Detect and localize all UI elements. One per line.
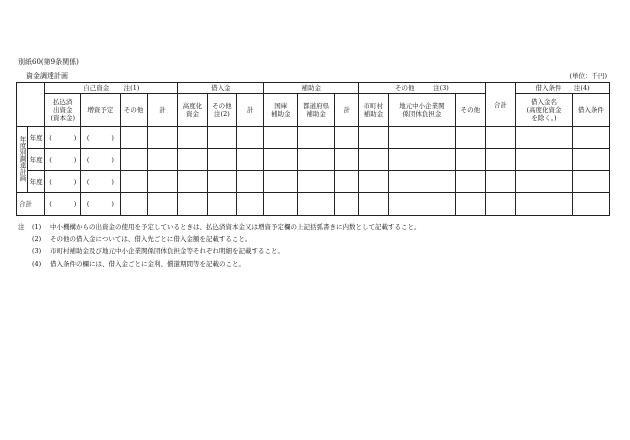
cell <box>456 193 485 216</box>
cell <box>388 127 456 149</box>
cell <box>237 171 264 193</box>
note-item: 注 (1) 中小機構からの出資金の使用を予定しているときは、払込済資本金又は増資予定欄の上記括弧書きに内数として記載すること。 <box>18 223 421 231</box>
header-sum3: 計 <box>335 94 359 127</box>
header-increase: 増資予定 <box>81 94 120 127</box>
cell <box>516 127 573 149</box>
increase-cell: ( ) <box>81 193 120 216</box>
header-loan-terms: 借入条件 注(4) <box>516 83 610 94</box>
cell <box>207 127 236 149</box>
note-item: (2) その他の借入金については、借入先ごとに借入金額を記載すること。 <box>32 235 252 244</box>
cell <box>207 171 236 193</box>
paid-in-cell: ( ) <box>45 193 81 216</box>
cell <box>485 127 516 149</box>
increase-cell: ( ) <box>81 171 120 193</box>
cell <box>120 171 147 193</box>
note-item: (3) 市町村補助金及び地元中小企業関係団体負担金等それぞれ明細を記載すること。 <box>32 247 284 256</box>
cell <box>120 149 147 171</box>
year-label: 年度 <box>27 127 44 149</box>
cell <box>516 171 573 193</box>
note-item: (4) 借入条件の欄には、借入金ごとに金利、償還期間等を記載のこと。 <box>32 259 245 268</box>
cell <box>298 149 335 171</box>
cell <box>485 149 516 171</box>
cell <box>572 193 609 216</box>
header-local-groups: 地元中小企業関 係団体負担金 <box>388 94 456 127</box>
cell <box>335 127 359 149</box>
header-own-funds: 自己資金 注(1) <box>45 83 178 94</box>
cell <box>178 193 207 216</box>
cell <box>207 149 236 171</box>
cell <box>298 127 335 149</box>
cell <box>264 127 298 149</box>
cell <box>388 149 456 171</box>
cell <box>485 193 516 216</box>
header-loan-cond: 借入条件 <box>572 94 609 127</box>
cell <box>264 193 298 216</box>
cell <box>147 149 178 171</box>
header-sum2: 計 <box>237 94 264 127</box>
increase-cell: ( ) <box>81 149 120 171</box>
cell <box>335 171 359 193</box>
cell <box>485 171 516 193</box>
cell <box>237 193 264 216</box>
cell <box>237 149 264 171</box>
cell <box>147 171 178 193</box>
cell <box>237 127 264 149</box>
cell <box>207 193 236 216</box>
corner-cell <box>17 83 45 127</box>
header-total: 合計 <box>485 83 516 127</box>
header-advanced: 高度化 資金 <box>178 94 207 127</box>
header-other3: その他 <box>456 94 485 127</box>
side-year-plan: 年度別調達計画 <box>17 127 28 193</box>
paid-in-cell: ( ) <box>45 149 81 171</box>
total-row-label: 合計 <box>17 193 45 216</box>
cell <box>178 171 207 193</box>
cell <box>456 127 485 149</box>
paid-in-cell: ( ) <box>45 171 81 193</box>
cell <box>388 193 456 216</box>
header-borrow: 借入金 <box>178 83 264 94</box>
cell <box>572 171 609 193</box>
form-number: 別紙60(第9条関係) <box>18 58 79 66</box>
cell <box>298 171 335 193</box>
cell <box>359 171 388 193</box>
header-other1: その他 <box>120 94 147 127</box>
year-label: 年度 <box>27 171 44 193</box>
year-label: 年度 <box>27 149 44 171</box>
document-title: 資金調達計画 <box>26 72 68 80</box>
cell <box>388 171 456 193</box>
header-national: 国庫 補助金 <box>264 94 298 127</box>
cell <box>335 149 359 171</box>
cell <box>456 149 485 171</box>
paid-in-cell: ( ) <box>45 127 81 149</box>
cell <box>178 149 207 171</box>
cell <box>264 171 298 193</box>
header-municipal: 市町村 補助金 <box>359 94 388 127</box>
cell <box>120 127 147 149</box>
cell <box>359 127 388 149</box>
header-loan-name: 借入金名 (高度化資金 を除く。) <box>516 94 573 127</box>
header-subsidy: 補助金 <box>264 83 359 94</box>
notes <box>18 221 421 270</box>
funding-plan-table <box>16 82 610 216</box>
header-sum1: 計 <box>147 94 178 127</box>
cell <box>178 127 207 149</box>
cell <box>359 193 388 216</box>
cell <box>147 193 178 216</box>
cell <box>516 149 573 171</box>
header-prefectural: 都道府県 補助金 <box>298 94 335 127</box>
cell <box>359 149 388 171</box>
cell <box>298 193 335 216</box>
header-other2: その他 注(2) <box>207 94 236 127</box>
cell <box>456 171 485 193</box>
cell <box>572 149 609 171</box>
cell <box>335 193 359 216</box>
cell <box>264 149 298 171</box>
cell <box>516 193 573 216</box>
header-other: その他 注(3) <box>359 83 485 94</box>
cell <box>147 127 178 149</box>
unit-label: (単位：千円) <box>569 72 607 80</box>
header-paid-in: 払込済 出資金 (資本金) <box>45 94 81 127</box>
cell <box>572 127 609 149</box>
cell <box>120 193 147 216</box>
increase-cell: ( ) <box>81 127 120 149</box>
